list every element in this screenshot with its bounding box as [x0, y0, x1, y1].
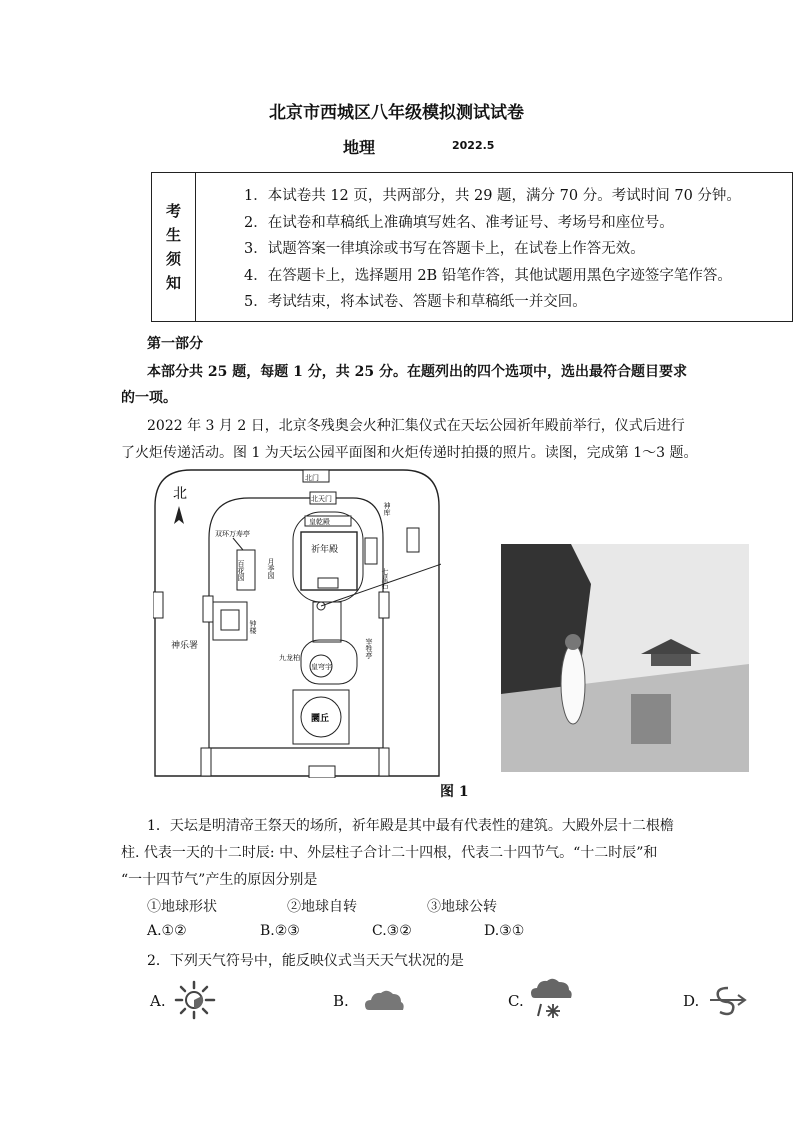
cloudy-icon: [365, 988, 405, 1012]
q2-stem: 2．下列天气符号中，能反映仪式当天天气状况的是: [147, 953, 464, 969]
notice-item: 1．本试卷共 12 页，共两部分，共 29 题，满分 70 分。考试时间 70 分钟。: [244, 188, 741, 204]
q2-option-d: D.: [683, 992, 700, 1010]
passage-line2: 了火炬传递活动。图 1 为天坛公园平面图和火炬传递时拍摄的照片。读图，完成第 1～3 题。: [121, 445, 698, 461]
notice-heading-char: 生: [165, 226, 181, 244]
q1-option-c: C.③②: [372, 923, 412, 939]
changlang: [365, 538, 377, 564]
sandstorm-icon: [708, 984, 748, 1016]
north-arrow-icon: [174, 506, 184, 524]
east-tianmen: [379, 592, 389, 618]
q2-option-c: C.: [508, 992, 524, 1010]
shenku-label: 神库: [383, 502, 391, 516]
exam-notice-box: [151, 172, 793, 322]
photo-torchbearer-head: [565, 634, 581, 650]
photo-wheelchair: [631, 694, 671, 744]
torch-relay-photo: [501, 544, 749, 772]
subject-label: 地理: [343, 138, 376, 157]
exam-date: 2022.5: [452, 139, 495, 152]
huangqiandian-label: 皇乾殿: [309, 518, 330, 526]
part-instructions-line2: 的一项。: [121, 390, 177, 406]
south-gate: [309, 766, 335, 778]
yuejiyuan-label: 月季园: [267, 558, 275, 579]
q1-stem-line2: 柱. 代表一天的十二时辰: 中、外层柱子合计二十四根，代表二十四节气。“十二时辰”和: [121, 845, 658, 861]
qiniandian-label: 祈年殿: [311, 545, 339, 555]
huangqiongyu-label: 皇穹宇: [311, 663, 332, 671]
q1-option-b: B.②③: [260, 923, 300, 939]
q1-option-a: A.①②: [147, 923, 187, 939]
shuanghuan-label: 双环万寿亭: [215, 530, 250, 538]
notice-heading-char: 须: [165, 250, 181, 268]
exam-title: 北京市西城区八年级模拟测试试卷: [269, 103, 524, 123]
notice-item: 2．在试卷和草稿纸上准确填写姓名、准考证号、考场号和座位号。: [244, 214, 674, 231]
zhaigong-inner: [221, 610, 239, 630]
part-heading: 第一部分: [147, 336, 203, 352]
east-gate: [407, 528, 419, 552]
sleet-icon: [531, 978, 575, 1022]
q1-option-d: D.③①: [484, 923, 525, 939]
q1-stem-line1: 1．天坛是明清帝王祭天的场所，祈年殿是其中最有代表性的建筑。大殿外层十二根檐: [147, 818, 674, 834]
yuanqiu-label: 圜丘: [311, 714, 330, 724]
q1-choice-3: ③地球公转: [427, 899, 497, 915]
part-instructions-line1: 本部分共 25 题，每题 1 分，共 25 分。在题列出的四个选项中，选出最符合题目要求: [147, 364, 687, 380]
notice-item: 3．试题答案一律填涂或书写在答题卡上，在试卷上作答无效。: [244, 241, 645, 258]
figure-label: 图 1: [440, 784, 469, 800]
guangli-gate: [201, 748, 211, 776]
west-tianmen: [203, 596, 213, 622]
notice-heading-char: 考: [165, 202, 181, 220]
notice-heading-char: 知: [165, 274, 181, 292]
notice-item: 5．考试结束，将本试卷、答题卡和草稿纸一并交回。: [244, 294, 587, 311]
qiniandian-gate: [318, 578, 338, 588]
zhonglou-label: 钟楼: [249, 620, 257, 634]
leader-line: [233, 538, 243, 550]
q2-option-b: B.: [333, 992, 349, 1010]
north-tianmen-label: 北天门: [311, 495, 332, 503]
zhaigong: [213, 602, 247, 640]
q2-option-a: A.: [150, 992, 166, 1010]
zaisheng-label: 宰牲亭: [365, 638, 373, 659]
notice-item: 4．在答题卡上，选择题用 2B 铅笔作答，其他试题用黑色字迹签字笔作答。: [244, 267, 732, 284]
q1-choice-1: ①地球形状: [147, 899, 217, 915]
north-label: 北: [173, 486, 187, 502]
passage-line1: 2022 年 3 月 2 日，北京冬残奥会火种汇集仪式在天坛公园祈年殿前举行，仪式后进行: [147, 418, 685, 434]
west-gate: [153, 592, 163, 618]
north-gate-label: 北门: [305, 474, 319, 482]
baihuayuan-label: 百花园: [237, 560, 245, 581]
q1-choice-2: ②地球自转: [287, 899, 357, 915]
q1-stem-line3: “一十四节气”产生的原因分别是: [121, 872, 318, 888]
chengzhen-gate: [379, 748, 389, 776]
photo-building: [651, 654, 691, 666]
notice-list: [196, 173, 741, 321]
qixingshi-label: 七星石: [381, 568, 389, 589]
temple-of-heaven-map: [153, 468, 441, 778]
notice-heading: [152, 173, 196, 321]
huangqiongyu-compound: [301, 640, 357, 684]
sun-partly-cloudy-icon: [174, 980, 220, 1020]
jiulongbai-label: 九龙柏: [279, 654, 300, 662]
outer-wall: [155, 470, 439, 776]
photo-torchbearer: [561, 644, 585, 724]
shenyueshu-label: 神乐署: [171, 641, 199, 651]
